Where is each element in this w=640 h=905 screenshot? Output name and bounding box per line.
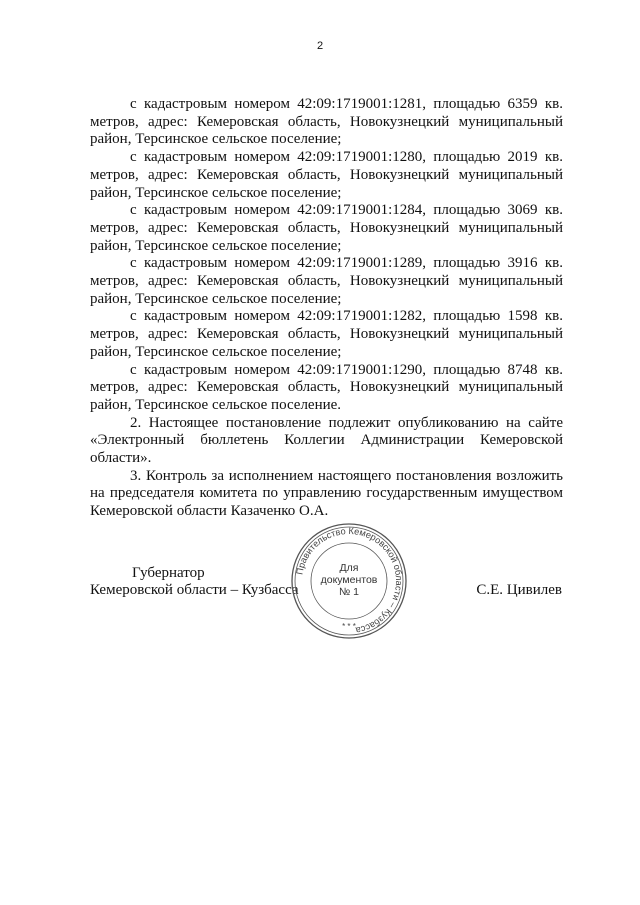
document-body bbox=[90, 96, 563, 521]
page-number: 2 bbox=[316, 40, 324, 52]
seal-center-line2: документов bbox=[320, 574, 378, 586]
paragraph-plot-1284: с кадастровым номером 42:09:1719001:1284, площадью 3069 кв. метров, адрес: Кемеровская область, Новокузнецкий муниципальный район, Терсинское сельское поселение; bbox=[90, 202, 563, 254]
seal-stars: * * * bbox=[342, 622, 356, 631]
signature-name: С.Е. Цивилев bbox=[476, 582, 562, 598]
seal-center-line1: Для bbox=[339, 562, 359, 574]
paragraph-plot-1282: с кадастровым номером 42:09:1719001:1282, площадью 1598 кв. метров, адрес: Кемеровская область, Новокузнецкий муниципальный район, Терсинское сельское поселение; bbox=[90, 308, 563, 360]
seal-center-line3: № 1 bbox=[338, 586, 360, 598]
signature-title-region: Кемеровской области – Кузбасса bbox=[90, 582, 299, 598]
paragraph-plot-1290: с кадастровым номером 42:09:1719001:1290, площадью 8748 кв. метров, адрес: Кемеровская область, Новокузнецкий муниципальный район, Терсинское сельское поселение. bbox=[90, 361, 563, 413]
paragraph-plot-1289: с кадастровым номером 42:09:1719001:1289, площадью 3916 кв. метров, адрес: Кемеровская область, Новокузнецкий муниципальный район, Терсинское сельское поселение; bbox=[90, 255, 563, 307]
seal-center bbox=[311, 562, 387, 598]
signature-title: Губернатор bbox=[132, 565, 205, 581]
paragraph-publication: 2. Настоящее постановление подлежит опубликованию на сайте «Электронный бюллетень Коллегии Администрации Кемеровской области». bbox=[90, 414, 563, 467]
official-seal bbox=[289, 521, 409, 641]
paragraph-plot-1281: с кадастровым номером 42:09:1719001:1281, площадью 6359 кв. метров, адрес: Кемеровская область, Новокузнецкий муниципальный район, Терсинское сельское поселение; bbox=[90, 96, 563, 148]
paragraph-plot-1280: с кадастровым номером 42:09:1719001:1280, площадью 2019 кв. метров, адрес: Кемеровская область, Новокузнецкий муниципальный район, Терсинское сельское поселение; bbox=[90, 149, 563, 201]
paragraph-control: 3. Контроль за исполнением настоящего постановления возложить на председателя комитета по управлению государственным имуществом Кемеровской области Казаченко О.А. bbox=[90, 467, 563, 520]
seal-ring-text: Правительство Кемеровской области – Кузбасса bbox=[294, 525, 405, 636]
